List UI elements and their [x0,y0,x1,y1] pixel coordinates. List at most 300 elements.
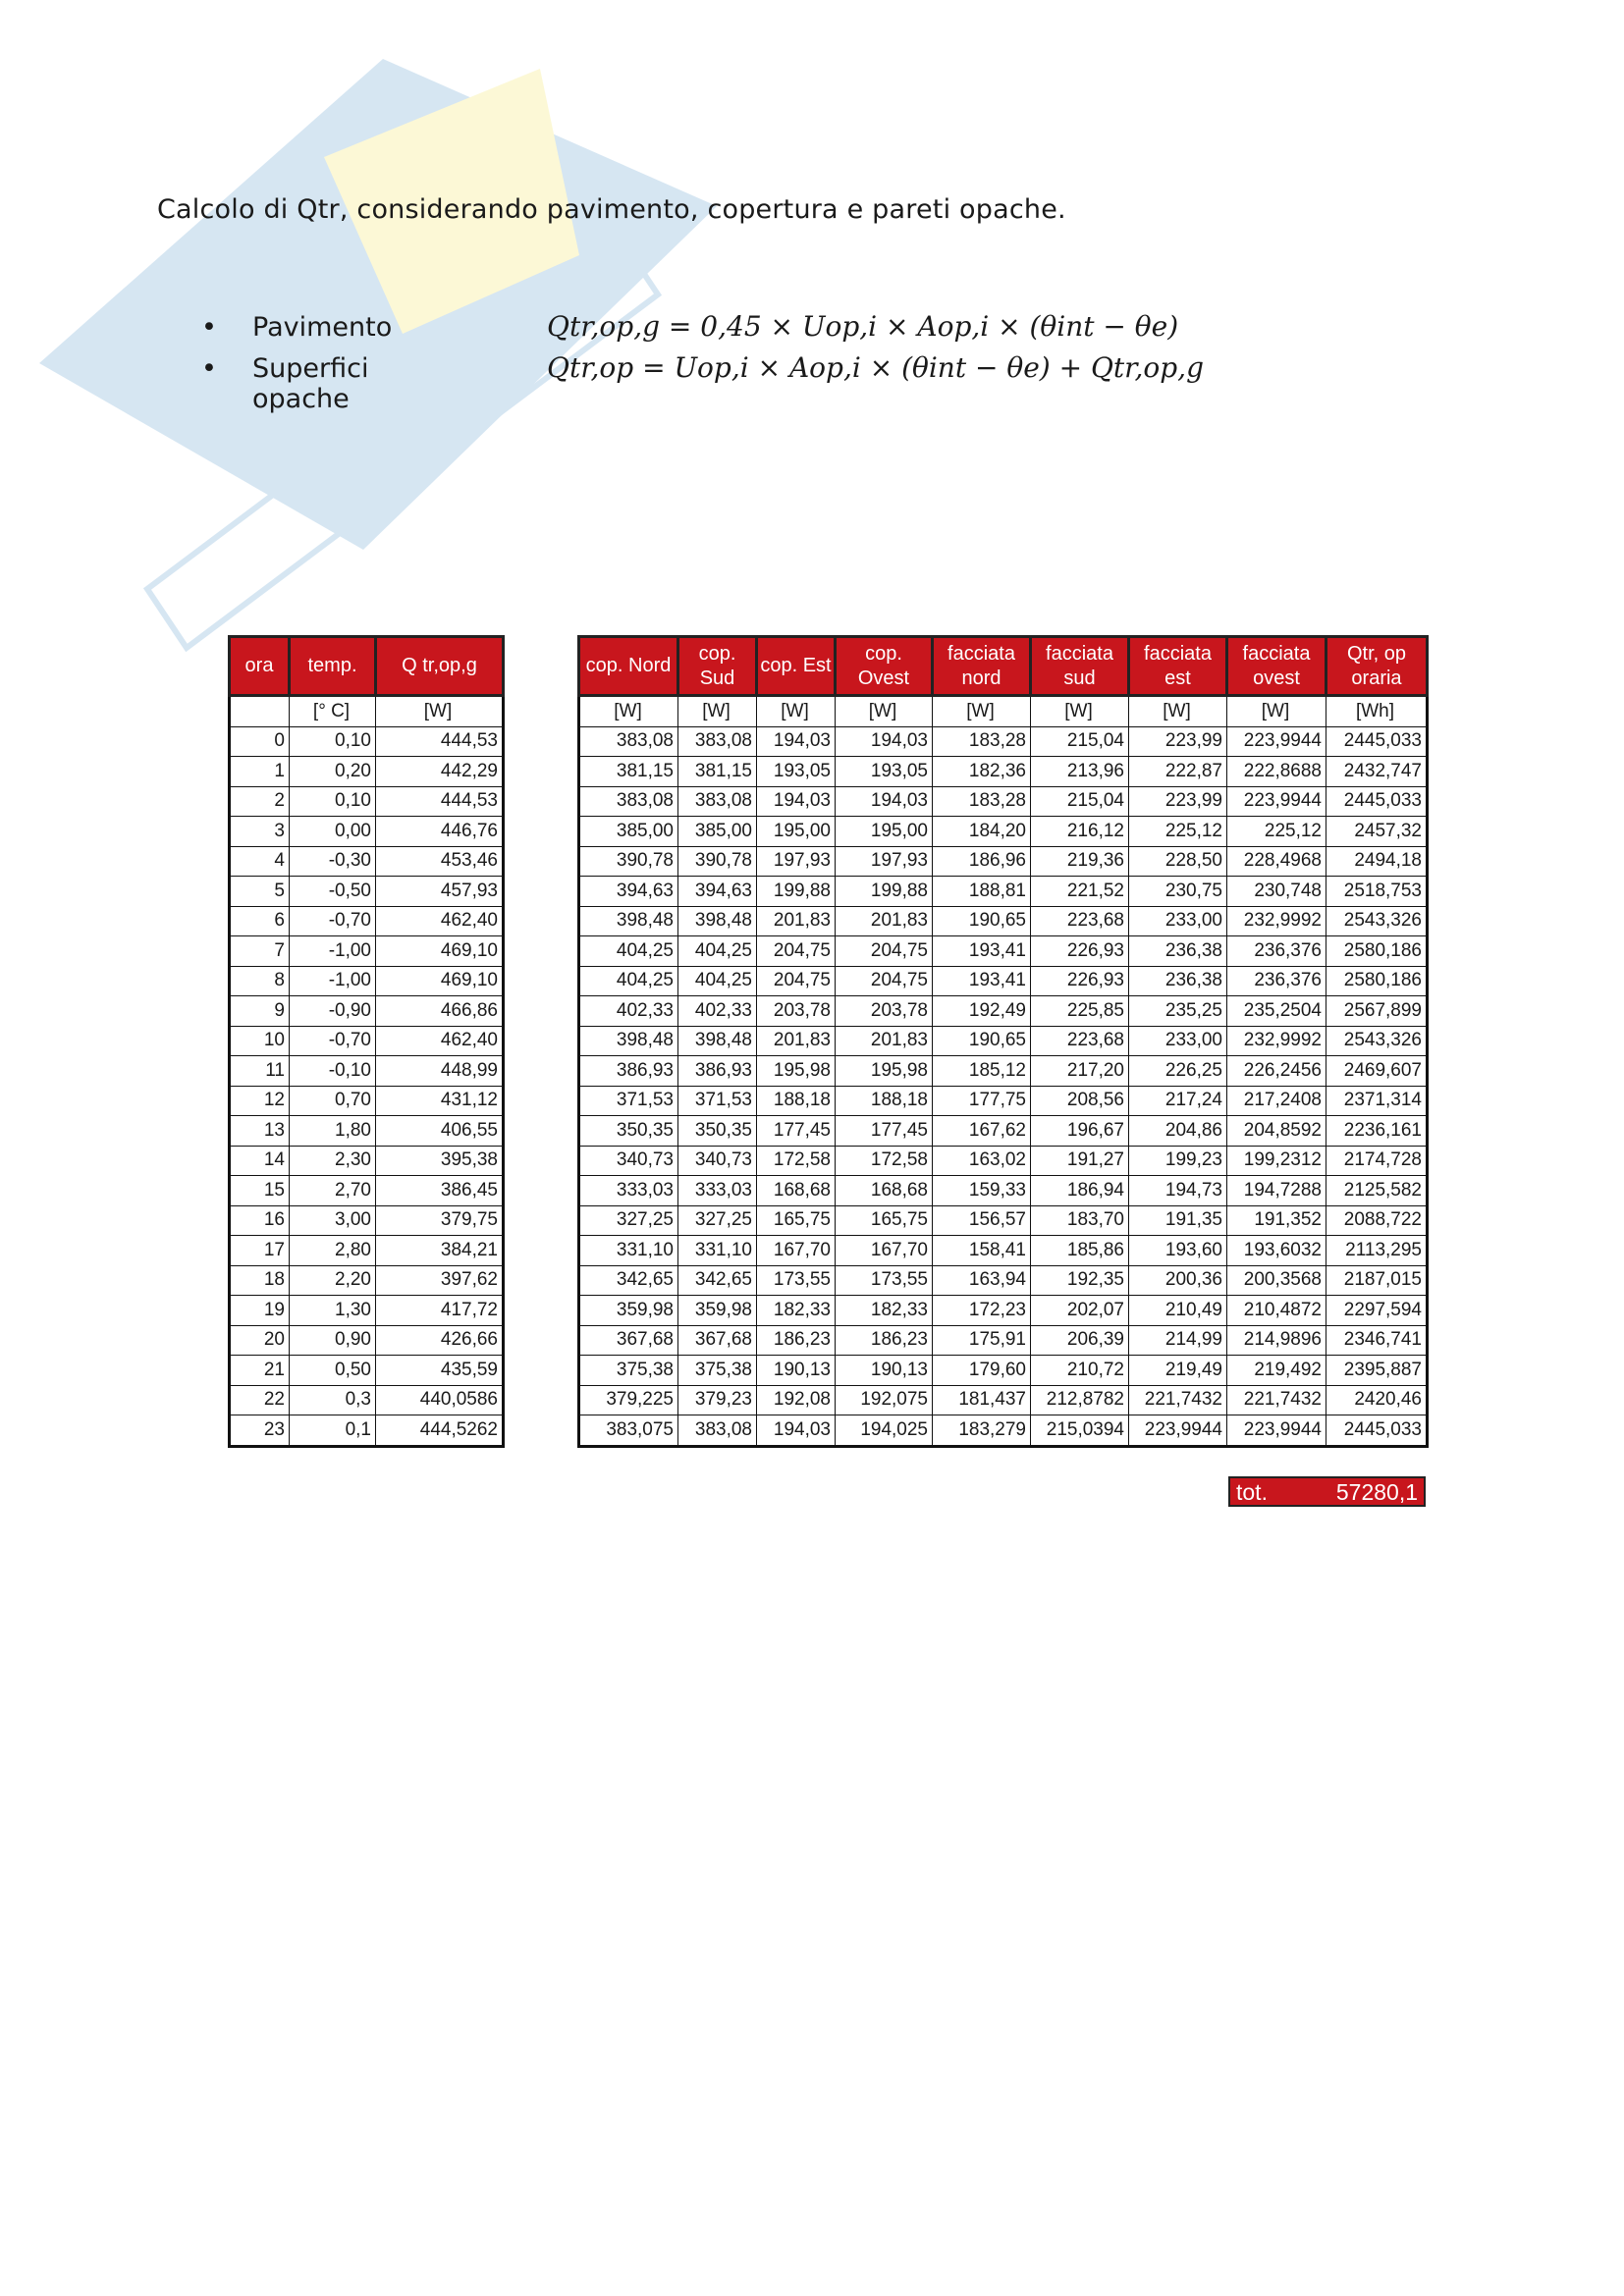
table-cell: 199,2312 [1227,1146,1326,1176]
unit-cell: [W] [579,696,678,727]
table-cell: 371,53 [678,1086,757,1116]
table-cell: 327,25 [678,1205,757,1236]
table-cell: 236,38 [1129,936,1227,967]
header-qtr-op-g: Q tr,op,g [376,637,504,696]
table-cell: 186,23 [836,1325,933,1356]
table-cell: 385,00 [678,817,757,847]
table-cell: 2088,722 [1326,1205,1428,1236]
table-cell: 2125,582 [1326,1176,1428,1206]
table-cell: 215,04 [1031,726,1129,757]
table-cell: 186,96 [933,846,1031,877]
table-cell: 367,68 [678,1325,757,1356]
table-cell: 167,62 [933,1116,1031,1147]
header-cell: Qtr, op oraria [1326,637,1428,696]
table-cell: 386,45 [376,1176,504,1206]
table-cell: 223,68 [1031,906,1129,936]
table-cell: 193,60 [1129,1236,1227,1266]
table-row [230,877,504,907]
total-cell [1228,1476,1426,1507]
table-cell: 444,53 [376,726,504,757]
table-row [230,1325,504,1356]
unit-cell [230,696,290,727]
table-row [579,1026,1428,1056]
formula-expression: Qtr,op,g = 0,45 × Uop,i × Aop,i × (θint − θe) [547,310,1179,343]
table-cell: 342,65 [579,1265,678,1296]
table-cell: 225,12 [1129,817,1227,847]
table-cell: 203,78 [836,996,933,1027]
table-cell: 442,29 [376,757,504,787]
table-cell: 466,86 [376,996,504,1027]
table-row [230,1116,504,1147]
table-cell: 2420,46 [1326,1385,1428,1415]
table-row [579,877,1428,907]
table-cell: 0,1 [290,1415,376,1447]
table-cell: 2567,899 [1326,996,1428,1027]
table-row [579,786,1428,817]
table-cell: 196,67 [1031,1116,1129,1147]
table-cell: 397,62 [376,1265,504,1296]
table-cell: 431,12 [376,1086,504,1116]
table-cell: 216,12 [1031,817,1129,847]
table-cell: -1,00 [290,966,376,996]
table-cell: 386,93 [579,1056,678,1087]
table-cell: 232,9992 [1227,1026,1326,1056]
table-cell: 350,35 [678,1116,757,1147]
table-cell: 2,30 [290,1146,376,1176]
table-cell: 167,70 [757,1236,836,1266]
table-cell: 6 [230,906,290,936]
table-cell: 183,70 [1031,1205,1129,1236]
table-cell: 194,03 [836,726,933,757]
table-cell: 204,86 [1129,1116,1227,1147]
table-row [579,757,1428,787]
table-cell: 195,00 [757,817,836,847]
table-cell: 193,6032 [1227,1236,1326,1266]
table-cell: 18 [230,1265,290,1296]
table-cell: 371,53 [579,1086,678,1116]
table-cell: 156,57 [933,1205,1031,1236]
table-row [230,1385,504,1415]
table-cell: 426,66 [376,1325,504,1356]
table-cell: 215,0394 [1031,1415,1129,1447]
header-cell: facciata sud [1031,637,1129,696]
table-cell: 1,80 [290,1116,376,1147]
table-row [230,906,504,936]
table-cell: 404,25 [678,936,757,967]
table-cell: 9 [230,996,290,1027]
table-cell: 22 [230,1385,290,1415]
table-cell: 223,9944 [1227,726,1326,757]
table-cell: 217,20 [1031,1056,1129,1087]
header-temp: temp. [290,637,376,696]
unit-cell: [W] [933,696,1031,727]
table-cell: 2174,728 [1326,1146,1428,1176]
table-cell: 193,41 [933,936,1031,967]
bullet-icon: • [201,353,217,384]
table-row [579,1205,1428,1236]
table-cell: 11 [230,1056,290,1087]
table-cell: 204,75 [757,966,836,996]
table-cell: 232,9992 [1227,906,1326,936]
table-cell: 201,83 [836,906,933,936]
table-cell: 381,15 [579,757,678,787]
table-cell: 208,56 [1031,1086,1129,1116]
table-cell: 194,73 [1129,1176,1227,1206]
table-row [230,1146,504,1176]
table-cell: 2346,741 [1326,1325,1428,1356]
table-cell: 188,81 [933,877,1031,907]
table-cell: 177,45 [836,1116,933,1147]
table-cell: 235,25 [1129,996,1227,1027]
table-cell: 206,39 [1031,1325,1129,1356]
table-cell: 193,05 [836,757,933,787]
table-cell: 179,60 [933,1356,1031,1386]
table-cell: 381,15 [678,757,757,787]
unit-cell: [W] [757,696,836,727]
table-cell: 2457,32 [1326,817,1428,847]
table-cell: 2,80 [290,1236,376,1266]
table-row [579,906,1428,936]
table-row [579,1146,1428,1176]
unit-cell: [W] [836,696,933,727]
table-row [230,966,504,996]
table-cell: 192,49 [933,996,1031,1027]
table-row [230,1356,504,1386]
header-cell: facciata ovest [1227,637,1326,696]
table-cell: 228,50 [1129,846,1227,877]
table-cell: 172,58 [836,1146,933,1176]
table-cell: -1,00 [290,936,376,967]
table-cell: 225,85 [1031,996,1129,1027]
table-cell: 223,99 [1129,726,1227,757]
table-row [579,1236,1428,1266]
table-cell: 331,10 [579,1236,678,1266]
table-cell: 221,7432 [1227,1385,1326,1415]
table-cell: -0,70 [290,1026,376,1056]
table-header-row [579,637,1428,696]
table-cell: 440,0586 [376,1385,504,1415]
table-cell: 402,33 [579,996,678,1027]
table-cell: 453,46 [376,846,504,877]
table-cell: 2432,747 [1326,757,1428,787]
table-cell: 213,96 [1031,757,1129,787]
header-cell: cop. Est [757,637,836,696]
table-cell: 10 [230,1026,290,1056]
table-row [230,817,504,847]
table-cell: 214,9896 [1227,1325,1326,1356]
table-cell: 182,33 [836,1296,933,1326]
table-cell: 5 [230,877,290,907]
floor-heat-loss-table [228,635,505,1448]
table-cell: 0,3 [290,1385,376,1415]
table-cell: 233,00 [1129,1026,1227,1056]
table-cell: 190,13 [757,1356,836,1386]
table-row [579,1385,1428,1415]
opaque-surfaces-table [577,635,1429,1448]
unit-cell: [Wh] [1326,696,1428,727]
table-cell: 386,93 [678,1056,757,1087]
table-cell: 212,8782 [1031,1385,1129,1415]
table-row [230,786,504,817]
table-cell: 210,4872 [1227,1296,1326,1326]
table-cell: 383,08 [579,786,678,817]
table-cell: 183,28 [933,786,1031,817]
table-cell: 0,90 [290,1325,376,1356]
table-cell: 173,55 [757,1265,836,1296]
table-cell: 398,48 [579,1026,678,1056]
table-cell: 225,12 [1227,817,1326,847]
table-row [579,1116,1428,1147]
table-cell: 0,20 [290,757,376,787]
table-cell: 331,10 [678,1236,757,1266]
table-cell: 158,41 [933,1236,1031,1266]
table-cell: 177,75 [933,1086,1031,1116]
table-header-row [230,637,504,696]
units-row [579,696,1428,727]
table-cell: 1,30 [290,1296,376,1326]
table-cell: 14 [230,1146,290,1176]
table-cell: 2518,753 [1326,877,1428,907]
table-cell: 200,3568 [1227,1265,1326,1296]
table-cell: 385,00 [579,817,678,847]
table-cell: 404,25 [579,936,678,967]
table-cell: 19 [230,1296,290,1326]
table-cell: 404,25 [579,966,678,996]
table-cell: 2187,015 [1326,1265,1428,1296]
table-cell: 194,03 [757,786,836,817]
table-cell: 201,83 [757,906,836,936]
table-cell: 4 [230,846,290,877]
table-cell: 398,48 [678,906,757,936]
table-cell: 215,04 [1031,786,1129,817]
header-cell: facciata est [1129,637,1227,696]
table-cell: 236,376 [1227,936,1326,967]
unit-cell: [W] [678,696,757,727]
table-cell: 2445,033 [1326,726,1428,757]
table-cell: 390,78 [678,846,757,877]
table-cell: 457,93 [376,877,504,907]
table-cell: 327,25 [579,1205,678,1236]
header-ora: ora [230,637,290,696]
table-cell: 201,83 [836,1026,933,1056]
table-cell: 223,9944 [1227,1415,1326,1447]
table-cell: 469,10 [376,966,504,996]
table-cell: 188,18 [757,1086,836,1116]
table-cell: 186,94 [1031,1176,1129,1206]
table-row [579,1296,1428,1326]
table-cell: 359,98 [678,1296,757,1326]
table-cell: 194,03 [757,1415,836,1447]
table-cell: 195,98 [757,1056,836,1087]
table-cell: 2236,161 [1326,1116,1428,1147]
table-cell: 230,75 [1129,877,1227,907]
table-row [230,1415,504,1447]
formula-label: Pavimento [252,312,393,343]
table-cell: 2,70 [290,1176,376,1206]
table-cell: 167,70 [836,1236,933,1266]
table-cell: 448,99 [376,1056,504,1087]
table-cell: 367,68 [579,1325,678,1356]
table-cell: 333,03 [678,1176,757,1206]
table-cell: 383,08 [579,726,678,757]
table-cell: 172,58 [757,1146,836,1176]
table-cell: 203,78 [757,996,836,1027]
table-row [230,846,504,877]
table-cell: 333,03 [579,1176,678,1206]
formula-label: Superfici opache [252,353,369,414]
table-cell: 202,07 [1031,1296,1129,1326]
table-cell: 194,7288 [1227,1176,1326,1206]
table-cell: 383,08 [678,726,757,757]
table-cell: 3 [230,817,290,847]
table-cell: 191,35 [1129,1205,1227,1236]
table-cell: 204,75 [757,936,836,967]
unit-cell: [W] [1129,696,1227,727]
table-row [579,817,1428,847]
table-cell: 199,88 [836,877,933,907]
table-cell: 2543,326 [1326,906,1428,936]
table-cell: -0,30 [290,846,376,877]
table-row [579,1086,1428,1116]
table-cell: 192,35 [1031,1265,1129,1296]
table-cell: 194,025 [836,1415,933,1447]
table-cell: 2113,295 [1326,1236,1428,1266]
table-cell: 236,376 [1227,966,1326,996]
table-cell: 173,55 [836,1265,933,1296]
table-cell: 2445,033 [1326,786,1428,817]
table-cell: 159,33 [933,1176,1031,1206]
table-cell: 379,225 [579,1385,678,1415]
table-cell: 204,75 [836,936,933,967]
table-cell: 2580,186 [1326,936,1428,967]
table-row [579,726,1428,757]
table-cell: 7 [230,936,290,967]
table-cell: 192,075 [836,1385,933,1415]
table-cell: 2395,887 [1326,1356,1428,1386]
table-cell: 181,437 [933,1385,1031,1415]
table-cell: 417,72 [376,1296,504,1326]
unit-cell: [W] [1031,696,1129,727]
table-cell: 395,38 [376,1146,504,1176]
table-cell: 383,08 [678,786,757,817]
table-cell: 214,99 [1129,1325,1227,1356]
table-cell: 0,70 [290,1086,376,1116]
table-row [579,1356,1428,1386]
unit-cell: [W] [376,696,504,727]
table-cell: 193,41 [933,966,1031,996]
table-cell: 199,88 [757,877,836,907]
table-row [579,1056,1428,1087]
table-cell: 165,75 [836,1205,933,1236]
table-cell: 444,53 [376,786,504,817]
table-cell: 394,63 [678,877,757,907]
table-cell: 197,93 [757,846,836,877]
table-cell: 340,73 [579,1146,678,1176]
table-cell: 168,68 [836,1176,933,1206]
table-cell: 163,94 [933,1265,1031,1296]
table-cell: 390,78 [579,846,678,877]
unit-cell: [W] [1227,696,1326,727]
table-cell: 446,76 [376,817,504,847]
table-cell: 195,98 [836,1056,933,1087]
table-cell: 201,83 [757,1026,836,1056]
table-cell: 165,75 [757,1205,836,1236]
table-cell: 192,08 [757,1385,836,1415]
table-cell: 226,2456 [1227,1056,1326,1087]
table-cell: 2371,314 [1326,1086,1428,1116]
table-row [579,846,1428,877]
table-cell: 210,72 [1031,1356,1129,1386]
table-cell: 182,33 [757,1296,836,1326]
table-cell: -0,70 [290,906,376,936]
unit-cell: [° C] [290,696,376,727]
total-label: tot. [1236,1479,1268,1505]
table-cell: 163,02 [933,1146,1031,1176]
table-cell: 462,40 [376,1026,504,1056]
table-cell: 340,73 [678,1146,757,1176]
table-cell: 191,352 [1227,1205,1326,1236]
table-cell: 2 [230,786,290,817]
table-cell: 223,9944 [1227,786,1326,817]
table-cell: 0 [230,726,290,757]
formula-expression: Qtr,op = Uop,i × Aop,i × (θint − θe) + Qtr,op,g [547,351,1204,384]
table-cell: 223,68 [1031,1026,1129,1056]
table-cell: 204,8592 [1227,1116,1326,1147]
table-row [579,1325,1428,1356]
table-cell: 172,23 [933,1296,1031,1326]
table-cell: -0,10 [290,1056,376,1087]
table-cell: 235,2504 [1227,996,1326,1027]
table-cell: 0,00 [290,817,376,847]
table-cell: 402,33 [678,996,757,1027]
table-cell: 182,36 [933,757,1031,787]
table-cell: 186,23 [757,1325,836,1356]
table-row [230,726,504,757]
table-cell: 0,10 [290,786,376,817]
table-cell: 23 [230,1415,290,1447]
table-cell: 444,5262 [376,1415,504,1447]
table-cell: 2494,18 [1326,846,1428,877]
table-cell: 194,03 [757,726,836,757]
table-row [579,1265,1428,1296]
table-cell: 13 [230,1116,290,1147]
table-cell: 194,03 [836,786,933,817]
table-cell: 175,91 [933,1325,1031,1356]
table-cell: 12 [230,1086,290,1116]
table-row [579,936,1428,967]
header-cell: cop. Sud [678,637,757,696]
table-cell: -0,90 [290,996,376,1027]
table-cell: 226,25 [1129,1056,1227,1087]
table-row [230,1296,504,1326]
table-cell: 0,50 [290,1356,376,1386]
table-cell: 195,00 [836,817,933,847]
table-row [230,1056,504,1087]
table-row [230,936,504,967]
table-cell: 219,49 [1129,1356,1227,1386]
table-cell: 469,10 [376,936,504,967]
table-cell: 233,00 [1129,906,1227,936]
bullet-icon: • [201,312,217,343]
table-cell: 197,93 [836,846,933,877]
table-cell: 359,98 [579,1296,678,1326]
table-row [230,1176,504,1206]
table-cell: 1 [230,757,290,787]
table-cell: 350,35 [579,1116,678,1147]
table-cell: 204,75 [836,966,933,996]
table-cell: 199,23 [1129,1146,1227,1176]
table-cell: 2297,594 [1326,1296,1428,1326]
